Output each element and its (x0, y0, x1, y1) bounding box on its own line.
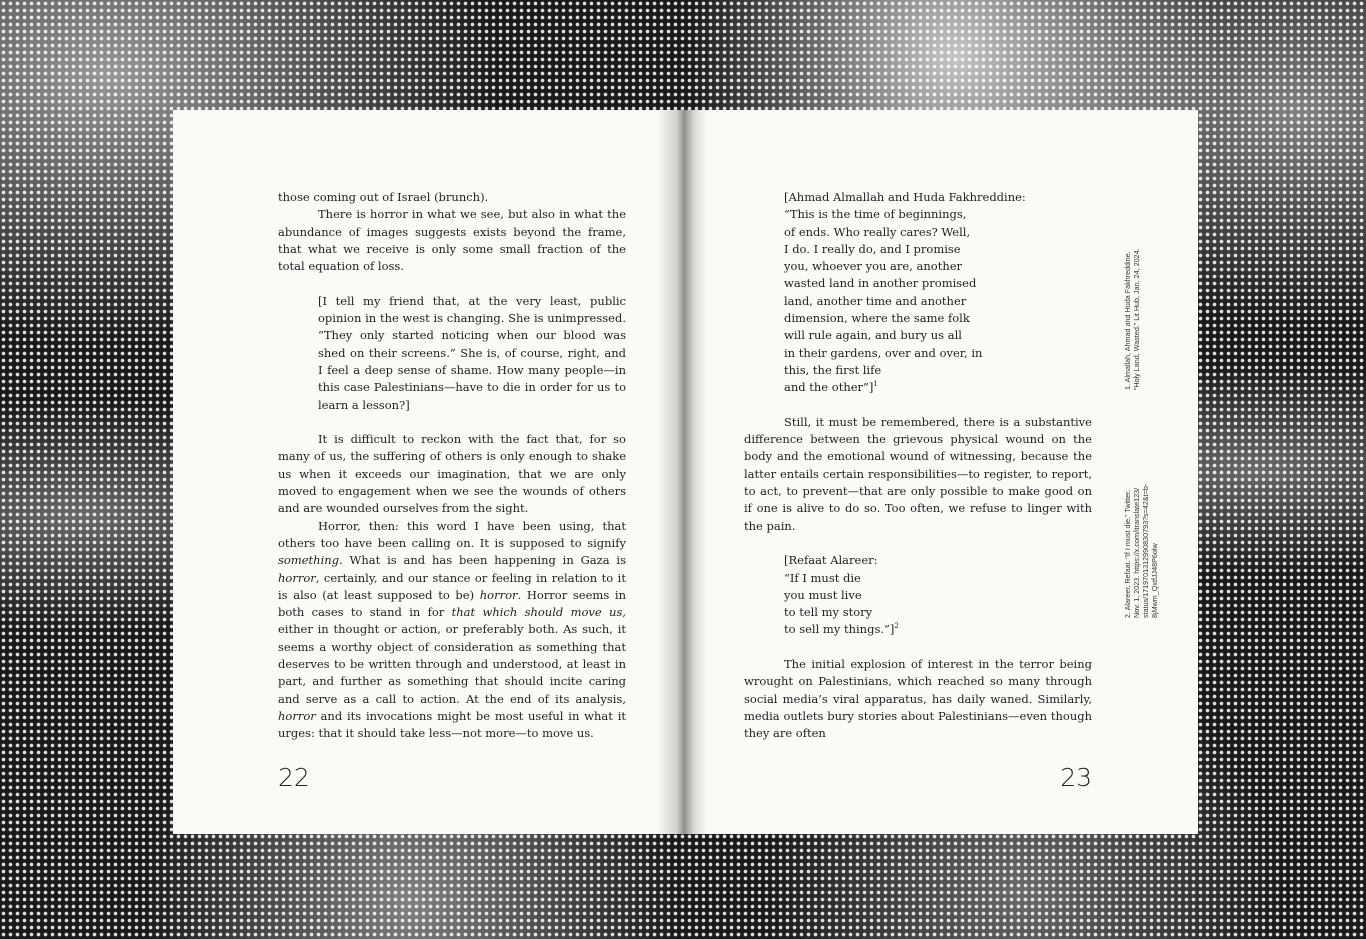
poem-line: to tell my story (784, 605, 873, 620)
poem-line: and the other”]$^1$ (784, 380, 878, 395)
left-body-text (278, 189, 626, 743)
poem-almallah-fakhreddine (784, 189, 1092, 397)
poem-line: “If I must die (784, 570, 861, 585)
paragraph: Horror, then: this word I have been using, that others too have been calling on. It is supposed to signify something. What is and has been happening in Gaza is horror, certainly, and our stance or feeling in relation to it is also (at least supposed to be) horror. Horror seems in both cases to stand in for that which should move us, either in thought or action, or preferably both. As such, it seems a worthy object of consideration as something that deserves to be written through and understood, at least in part, and further as something that should incite caring and serve as a call to action. At the end of its analysis, horror and its invocations might be most useful in what it urges: that it should take less—not more—to move us. (278, 518, 626, 741)
poem-line: [Ahmad Almallah and Huda Fakhreddine: (784, 190, 1026, 204)
poem-line: land, another time and another (784, 293, 967, 308)
book-spread (173, 110, 1198, 834)
paragraph: The initial explosion of interest in the terror being wrought on Palestinians, which reached so many through social media’s viral apparatus, has daily waned. Similarly, media outlets bury stories about Palestinians—even though they are often (744, 657, 1092, 741)
page-number: 22 (278, 763, 310, 792)
footnote-line: Nov. 1, 2023. https://x.com/itranslate123/ (1132, 487, 1141, 618)
poem-line: in their gardens, over and over, in (784, 345, 983, 360)
poem-line: I do. I really do, and I promise (784, 241, 961, 256)
footnote-line: “Holy Land, Wasted.” Lit Hub, Jan. 24, 2024. (1132, 248, 1141, 390)
poem-alareer (784, 552, 1092, 638)
footnote-line: 2. Alareer, Refaat. “If I must die.” Twitter. (1123, 489, 1132, 618)
paragraph: Still, it must be remembered, there is a substantive difference between the grievous physical wound on the body and the emotional wound of witnessing, because the latter entails certain responsibilities—to register, to report, to act, to prevent—that are only possible to make good on if one is alive to do so. Too often, we refuse to linger with the pain. (744, 414, 1092, 533)
footnote-marker: 1 (873, 380, 878, 389)
footnote-line: status/1719701312990830793?s=42&t=b- (1141, 483, 1150, 618)
quote-text: [I tell my friend that, at the very least, public opinion in the west is changing. She is unimpressed. “They only started noticing when our blood was shed on their screens.” She is, of course, right, and I feel a deep sense of shame. How many people—in this case Palestinians—have to die in order for us to learn a lesson?] (318, 293, 626, 412)
poem-line: of ends. Who really cares? Well, (784, 224, 971, 239)
poem-line: you, whoever you are, another (784, 259, 963, 274)
poem-line: “This is the time of beginnings, (784, 207, 967, 222)
footnote-2 (1123, 484, 1159, 618)
block-quote (318, 293, 626, 414)
footnote-1 (1123, 248, 1141, 390)
paragraph: those coming out of Israel (brunch). (278, 190, 489, 204)
poem-line: this, the first life (784, 362, 882, 377)
left-page (173, 110, 685, 834)
poem-line: you must live (784, 587, 862, 602)
paragraph: There is horror in what we see, but also in what the abundance of images suggests exists beyond the frame, that what we receive is only some small fraction of the total equation of loss. (278, 207, 626, 274)
poem-line: [Refaat Alareer: (784, 553, 878, 568)
page-number: 23 (1060, 763, 1092, 792)
right-body-text (744, 189, 1092, 743)
poem-line: dimension, where the same folk (784, 311, 970, 326)
footnote-line: 1. Almallah, Ahmad and Huda Fakhreddine. (1123, 251, 1132, 390)
footnote-line: 8jMwm_QxtfJJ48P6olw (1150, 543, 1159, 618)
poem-line: to sell my things.”]$^2$ (784, 622, 899, 637)
poem-line: will rule again, and bury us all (784, 328, 962, 343)
footnote-marker: 2 (894, 622, 899, 631)
right-page (685, 110, 1198, 834)
poem-line: wasted land in another promised (784, 276, 977, 291)
paragraph: It is difficult to reckon with the fact that, for so many of us, the suffering of others is only enough to shake us when it exceeds our imagination, that we are only moved to engagement when we see the wounds of others and are wounded ourselves from the sight. (278, 432, 626, 516)
